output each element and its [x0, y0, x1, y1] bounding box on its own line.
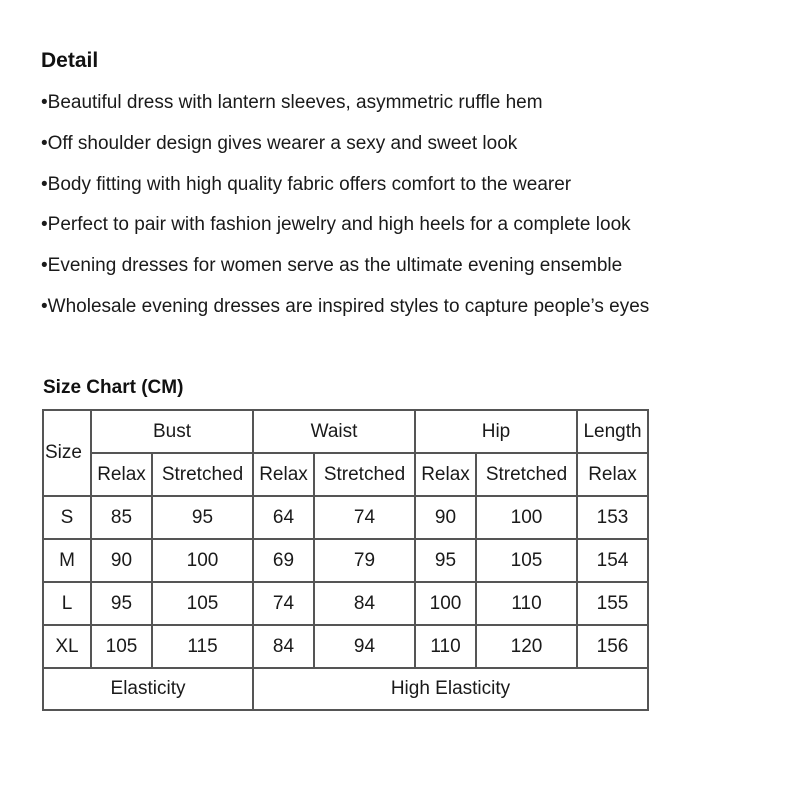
value-cell: 85 — [91, 496, 152, 539]
subheader-cell: Relax — [577, 453, 648, 496]
elasticity-label: Elasticity — [43, 668, 253, 710]
value-cell: 100 — [152, 539, 253, 582]
value-cell: 105 — [152, 582, 253, 625]
detail-list — [41, 90, 649, 335]
value-cell: 90 — [91, 539, 152, 582]
value-cell: 84 — [314, 582, 415, 625]
table-row — [43, 582, 648, 625]
value-cell: 120 — [476, 625, 577, 668]
value-cell: 110 — [476, 582, 577, 625]
table-row — [43, 496, 648, 539]
value-cell: 84 — [253, 625, 314, 668]
hip-header: Hip — [415, 410, 577, 453]
value-cell: 74 — [253, 582, 314, 625]
table-row — [43, 625, 648, 668]
detail-title: Detail — [41, 49, 99, 72]
value-cell: 74 — [314, 496, 415, 539]
value-cell: 156 — [577, 625, 648, 668]
value-cell: 110 — [415, 625, 476, 668]
value-cell: 153 — [577, 496, 648, 539]
size-cell: M — [43, 539, 91, 582]
value-cell: 95 — [91, 582, 152, 625]
value-cell: 90 — [415, 496, 476, 539]
subheader-cell: Relax — [415, 453, 476, 496]
size-header: Size — [43, 410, 91, 496]
footer-row — [43, 668, 648, 710]
value-cell: 100 — [415, 582, 476, 625]
length-header: Length — [577, 410, 648, 453]
subheader-cell: Relax — [91, 453, 152, 496]
value-cell: 100 — [476, 496, 577, 539]
value-cell: 105 — [476, 539, 577, 582]
value-cell: 155 — [577, 582, 648, 625]
size-cell: L — [43, 582, 91, 625]
waist-header: Waist — [253, 410, 415, 453]
subheader-cell: Relax — [253, 453, 314, 496]
table-row — [43, 539, 648, 582]
size-cell: S — [43, 496, 91, 539]
header-row — [43, 410, 648, 453]
subheader-cell: Stretched — [314, 453, 415, 496]
value-cell: 115 — [152, 625, 253, 668]
value-cell: 95 — [415, 539, 476, 582]
subheader-row — [43, 453, 648, 496]
subheader-cell: Stretched — [152, 453, 253, 496]
value-cell: 94 — [314, 625, 415, 668]
detail-bullet: •Evening dresses for women serve as the ultimate evening ensemble — [41, 255, 623, 277]
high-elasticity-label: High Elasticity — [253, 668, 648, 710]
value-cell: 95 — [152, 496, 253, 539]
detail-bullet: •Perfect to pair with fashion jewelry and high heels for a complete look — [41, 214, 631, 236]
size-chart-title: Size Chart (CM) — [43, 377, 184, 398]
subheader-cell: Stretched — [476, 453, 577, 496]
detail-bullet: •Beautiful dress with lantern sleeves, asymmetric ruffle hem — [41, 92, 543, 113]
value-cell: 64 — [253, 496, 314, 539]
detail-bullet: •Off shoulder design gives wearer a sexy and sweet look — [41, 132, 518, 154]
value-cell: 154 — [577, 539, 648, 582]
bust-header: Bust — [91, 410, 253, 453]
detail-bullet: •Body fitting with high quality fabric offers comfort to the wearer — [41, 173, 572, 195]
value-cell: 79 — [314, 539, 415, 582]
detail-bullet: •Wholesale evening dresses are inspired styles to capture people’s eyes — [41, 295, 650, 317]
value-cell: 69 — [253, 539, 314, 582]
size-chart-table — [42, 409, 649, 711]
value-cell: 105 — [91, 625, 152, 668]
size-cell: XL — [43, 625, 91, 668]
